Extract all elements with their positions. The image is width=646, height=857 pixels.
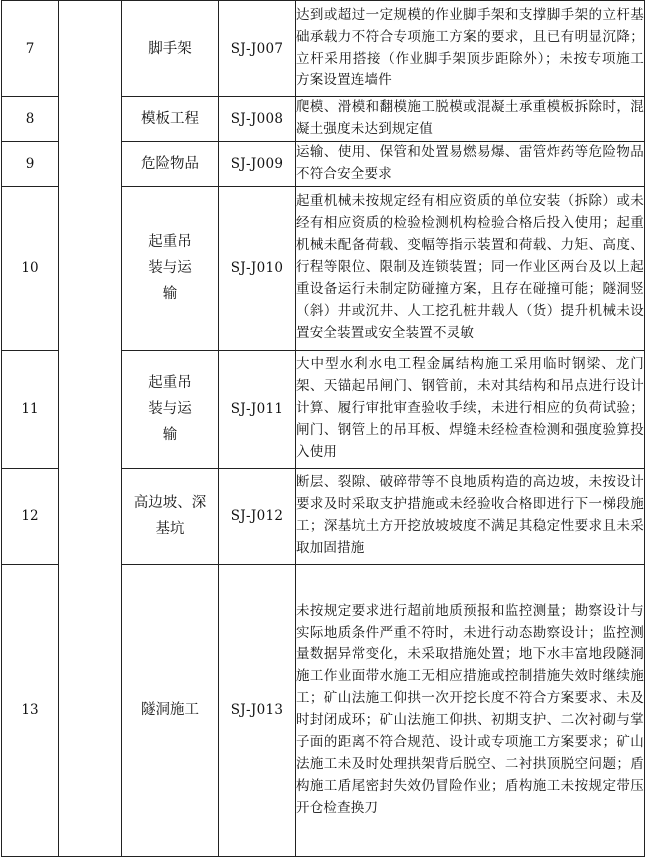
hazard-category bbox=[122, 468, 219, 564]
hazard-category: 模板工程 bbox=[122, 97, 219, 142]
hazard-category-text: 起重吊装与运输 bbox=[148, 234, 192, 303]
hazard-category bbox=[122, 186, 219, 350]
hazard-code: SJ-J007 bbox=[219, 1, 296, 97]
row-number: 11 bbox=[2, 350, 59, 468]
hazard-code: SJ-J011 bbox=[219, 350, 296, 468]
row-number: 10 bbox=[2, 186, 59, 350]
hazard-description: 运输、使用、保管和处置易燃易爆、雷管炸药等危险物品不符合安全要求 bbox=[296, 141, 645, 186]
hazard-category: 隧洞施工 bbox=[122, 564, 219, 856]
hazard-code: SJ-J010 bbox=[219, 186, 296, 350]
hazard-category-text: 起重吊装与运输 bbox=[148, 375, 192, 444]
row-number: 7 bbox=[2, 1, 59, 97]
hazard-category: 危险物品 bbox=[122, 141, 219, 186]
table-row bbox=[2, 1, 645, 97]
hazard-category bbox=[122, 350, 219, 468]
hazard-code: SJ-J012 bbox=[219, 468, 296, 564]
hazard-table bbox=[1, 0, 645, 857]
hazard-description: 爬模、滑模和翻模施工脱模或混凝土承重模板拆除时，混凝土强度未达到规定值 bbox=[296, 97, 645, 142]
hazard-code: SJ-J008 bbox=[219, 97, 296, 142]
hazard-code: SJ-J009 bbox=[219, 141, 296, 186]
row-number: 8 bbox=[2, 97, 59, 142]
hazard-code: SJ-J013 bbox=[219, 564, 296, 856]
row-number: 9 bbox=[2, 141, 59, 186]
merged-category-column bbox=[59, 1, 122, 857]
hazard-category: 脚手架 bbox=[122, 1, 219, 97]
hazard-category-text: 高边坡、深基坑 bbox=[133, 495, 207, 538]
row-number: 12 bbox=[2, 468, 59, 564]
hazard-description: 起重机械未按规定经有相应资质的单位安装（拆除）或未经有相应资质的检验检测机构检验合格后投入使用；起重机械未配备荷载、变幅等指示装置和荷载、力矩、高度、行程等限位、限制及连锁装置；同一作业区两台及以上起重设备运行未制定防碰撞方案，且存在碰撞可能；隧洞竖（斜）井或沉井、人工挖孔桩井载人（货）提升机械未设置安全装置或安全装置不灵敏 bbox=[296, 186, 645, 350]
hazard-description: 达到或超过一定规模的作业脚手架和支撑脚手架的立杆基础承载力不符合专项施工方案的要求，且已有明显沉降；立杆采用搭接（作业脚手架顶步距除外）；未按专项施工方案设置连墙件 bbox=[296, 1, 645, 97]
row-number: 13 bbox=[2, 564, 59, 856]
hazard-description: 断层、裂隙、破碎带等不良地质构造的高边坡，未按设计要求及时采取支护措施或未经验收合格即进行下一梯段施工；深基坑土方开挖放坡坡度不满足其稳定性要求且未采取加固措施 bbox=[296, 468, 645, 564]
hazard-description: 未按规定要求进行超前地质预报和监控测量；勘察设计与实际地质条件严重不符时，未进行动态勘察设计；监控测量数据异常变化，未采取措施处置；地下水丰富地段隧洞施工作业面带水施工无相应措施或控制措施失效时继续施工；矿山法施工仰拱一次开挖长度不符合方案要求、未及时封闭成环；矿山法施工仰拱、初期支护、二次衬砌与掌子面的距离不符合规范、设计或专项施工方案要求；矿山法施工未及时处理拱架背后脱空、二衬拱顶脱空问题；盾构施工盾尾密封失效仍冒险作业；盾构施工未按规定带压开仓检查换刀 bbox=[296, 564, 645, 856]
hazard-description: 大中型水利水电工程金属结构施工采用临时钢梁、龙门架、天锚起吊闸门、钢管前，未对其结构和吊点进行设计计算、履行审批审查验收手续，未进行相应的负荷试验；闸门、钢管上的吊耳板、焊缝未经检查检测和强度验算投入使用 bbox=[296, 350, 645, 468]
